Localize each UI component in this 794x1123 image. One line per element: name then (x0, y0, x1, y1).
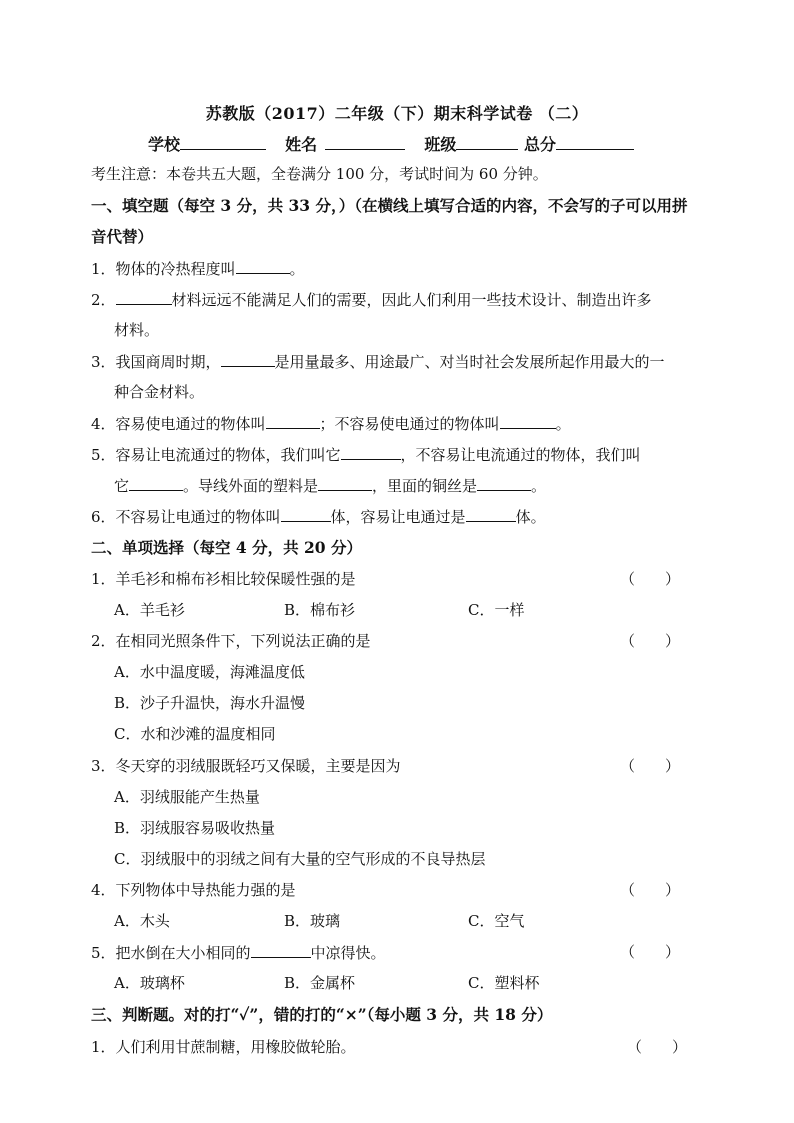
s1-q1-blank[interactable] (236, 258, 290, 274)
s1-question-3 (91, 351, 665, 372)
s1-q3-line2: 种合金材料。 (114, 383, 205, 401)
school-blank[interactable] (180, 133, 266, 150)
s2-q5-option-c[interactable]: C．塑料杯 (468, 974, 540, 992)
s2-q4-option-a[interactable]: A．木头 (114, 912, 170, 930)
s1-q6-blank1[interactable] (281, 506, 331, 522)
s1-q4-text: 4．容易使电通过的物体叫 (91, 415, 266, 433)
s2-q4-answer-paren[interactable]: （ ） (620, 881, 681, 899)
s2-q2-option-b[interactable]: B．沙子升温快，海水升温慢 (114, 694, 306, 712)
s1-question-6 (91, 506, 546, 527)
score-blank[interactable] (556, 133, 634, 150)
s1-q4-blank1[interactable] (266, 413, 320, 429)
s2-q3-option-b[interactable]: B．羽绒服容易吸收热量 (114, 819, 276, 837)
page-title: 苏教版（2017）二年级（下）期末科学试卷 （二） (205, 104, 589, 123)
name-blank[interactable] (325, 133, 405, 150)
s1-q5-l2-mid1: 。导线外面的塑料是 (183, 477, 319, 495)
s3-q1-answer-paren[interactable]: （ ） (627, 1038, 688, 1056)
s1-question-2 (91, 289, 652, 310)
s2-q5-option-a[interactable]: A．玻璃杯 (114, 974, 185, 992)
s1-q2-num: 2． (91, 291, 116, 309)
s1-q4-blank2[interactable] (500, 413, 556, 429)
s2-q2-answer-paren[interactable]: （ ） (620, 632, 681, 650)
s2-q3-option-c[interactable]: C．羽绒服中的羽绒之间有大量的空气形成的不良导热层 (114, 850, 486, 868)
class-label: 班级 (424, 135, 457, 154)
s2-q1-option-c[interactable]: C．一样 (468, 601, 525, 619)
s1-q3-text2: 是用量最多、用途最广、对当时社会发展所起作用最大的一 (274, 353, 665, 371)
s2-q5-answer-paren[interactable]: （ ） (620, 943, 681, 961)
s1-question-4 (91, 413, 571, 434)
section1-heading-line2: 音代替） (91, 227, 154, 246)
s1-q4-end: 。 (555, 415, 571, 433)
s1-q2-line2: 材料。 (114, 321, 160, 339)
s2-q3-option-a[interactable]: A．羽绒服能产生热量 (114, 788, 260, 806)
s1-q6-text: 6．不容易让电通过的物体叫 (91, 508, 281, 526)
s2-q2-stem: 2．在相同光照条件下，下列说法正确的是 (91, 632, 371, 650)
s1-q5-blank2[interactable] (129, 475, 183, 491)
score-label: 总分 (523, 135, 556, 154)
s1-question-5 (91, 444, 641, 465)
name-label: 姓名 (285, 135, 318, 154)
s1-q3-blank[interactable] (221, 351, 275, 367)
s2-q5-end: 中凉得快。 (310, 944, 386, 962)
s1-q5-l2-pre: 它 (114, 477, 130, 495)
s3-q1-stem: 1．人们利用甘蔗制糖，用橡胶做轮胎。 (91, 1038, 356, 1056)
s1-q5-l2-mid2: ，里面的铜丝是 (372, 477, 478, 495)
s2-q4-option-c[interactable]: C．空气 (468, 912, 525, 930)
s2-q3-answer-paren[interactable]: （ ） (620, 757, 681, 775)
s1-question-1 (91, 258, 305, 279)
s2-q2-option-c[interactable]: C．水和沙滩的温度相同 (114, 725, 276, 743)
s1-q5-blank3[interactable] (318, 475, 372, 491)
s2-q4-stem: 4．下列物体中导热能力强的是 (91, 881, 296, 899)
s2-q1-option-b[interactable]: B．棉布衫 (284, 601, 356, 619)
s1-q2-text: 材料远远不能满足人们的需要，因此人们利用一些技术设计、制造出许多 (171, 291, 652, 309)
s2-q5-option-b[interactable]: B．金属杯 (284, 974, 356, 992)
s1-q5-text: 5．容易让电流通过的物体，我们叫它 (91, 446, 341, 464)
s2-q5-stem (91, 942, 386, 963)
s2-q5-blank[interactable] (251, 942, 311, 958)
s1-q4-mid: ；不容易使电通过的物体叫 (319, 415, 500, 433)
s2-q1-option-a[interactable]: A．羊毛衫 (114, 601, 185, 619)
s1-q5-l2-end: 。 (531, 477, 547, 495)
class-blank[interactable] (456, 133, 518, 150)
s1-q5-line2 (114, 475, 546, 496)
s1-q5-blank4[interactable] (477, 475, 531, 491)
s2-q2-option-a[interactable]: A．水中温度暖，海滩温度低 (114, 663, 305, 681)
s1-q5-text2: ，不容易让电流通过的物体，我们叫 (400, 446, 641, 464)
school-label: 学校 (148, 135, 181, 154)
s1-q5-blank1[interactable] (341, 444, 401, 460)
s1-q6-blank2[interactable] (466, 506, 516, 522)
s1-q2-blank[interactable] (116, 289, 172, 305)
s1-q1-text: 1．物体的冷热程度叫 (91, 260, 236, 278)
exam-notice: 考生注意：本卷共五大题，全卷满分 100 分，考试时间为 60 分钟。 (91, 165, 548, 183)
s1-q3-text: 3．我国商周时期， (91, 353, 221, 371)
s2-q5-text: 5．把水倒在大小相同的 (91, 944, 251, 962)
student-info-line (148, 132, 634, 155)
section2-heading: 二、单项选择（每空 4 分，共 20 分） (91, 538, 362, 557)
s1-q6-mid: 体，容易让电通过是 (330, 508, 466, 526)
s2-q1-stem: 1．羊毛衫和棉布衫相比较保暖性强的是 (91, 570, 356, 588)
s2-q4-option-b[interactable]: B．玻璃 (284, 912, 341, 930)
section1-heading-line1: 一、填空题（每空 3 分，共 33 分，）（在横线上填写合适的内容，不会写的子可以用拼 (91, 196, 688, 215)
s2-q3-stem: 3．冬天穿的羽绒服既轻巧又保暖，主要是因为 (91, 757, 401, 775)
s2-q1-answer-paren[interactable]: （ ） (620, 570, 681, 588)
section3-heading: 三、判断题。对的打“✓”，错的打的“×”（每小题 3 分，共 18 分） (91, 1005, 553, 1024)
s1-q6-end: 体。 (515, 508, 546, 526)
s1-q1-end: 。 (289, 260, 305, 278)
